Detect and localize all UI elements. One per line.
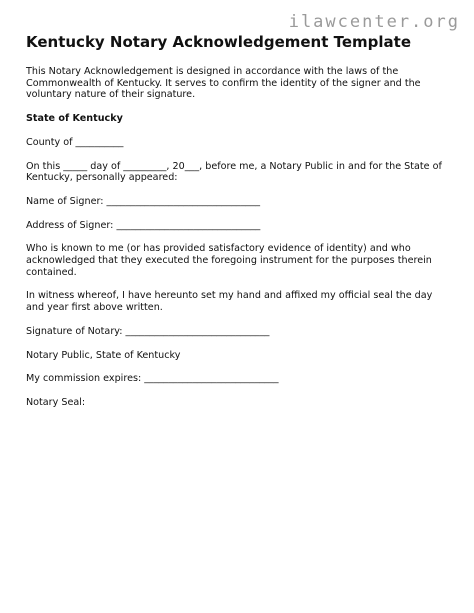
signer-name-line: Name of Signer: ________________________________ xyxy=(26,195,261,207)
witness-statement: In witness whereof, I have hereunto set my hand and affixed my official seal the day and year first above written. xyxy=(26,290,433,314)
document-page xyxy=(26,33,446,421)
state-heading: State of Kentucky xyxy=(26,113,123,125)
intro-paragraph: This Notary Acknowledgement is designed in accordance with the laws of the Commonwealth of Kentucky. It serves to confirm the identity of the signer and the voluntary nature of their signature. xyxy=(26,66,421,101)
notary-signature-line: Signature of Notary: ______________________________ xyxy=(26,325,270,337)
date-appearance-paragraph: On this _____ day of _________, 20___, before me, a Notary Public in and for the State of Kentucky, personally appeared: xyxy=(26,160,442,184)
document-title: Kentucky Notary Acknowledgement Template xyxy=(26,33,412,51)
signer-address-line: Address of Signer: ______________________________ xyxy=(26,219,261,231)
notary-seal-line: Notary Seal: xyxy=(26,396,86,408)
identity-statement: Who is known to me (or has provided satisfactory evidence of identity) and who acknowledged that they executed the foregoing instrument for the purposes therein contained. xyxy=(26,243,432,278)
watermark-logo: ilawcenter.org xyxy=(288,12,460,32)
county-line: County of __________ xyxy=(26,136,124,148)
commission-expiry-line: My commission expires: ____________________________ xyxy=(26,373,279,385)
notary-title-line: Notary Public, State of Kentucky xyxy=(26,349,181,361)
